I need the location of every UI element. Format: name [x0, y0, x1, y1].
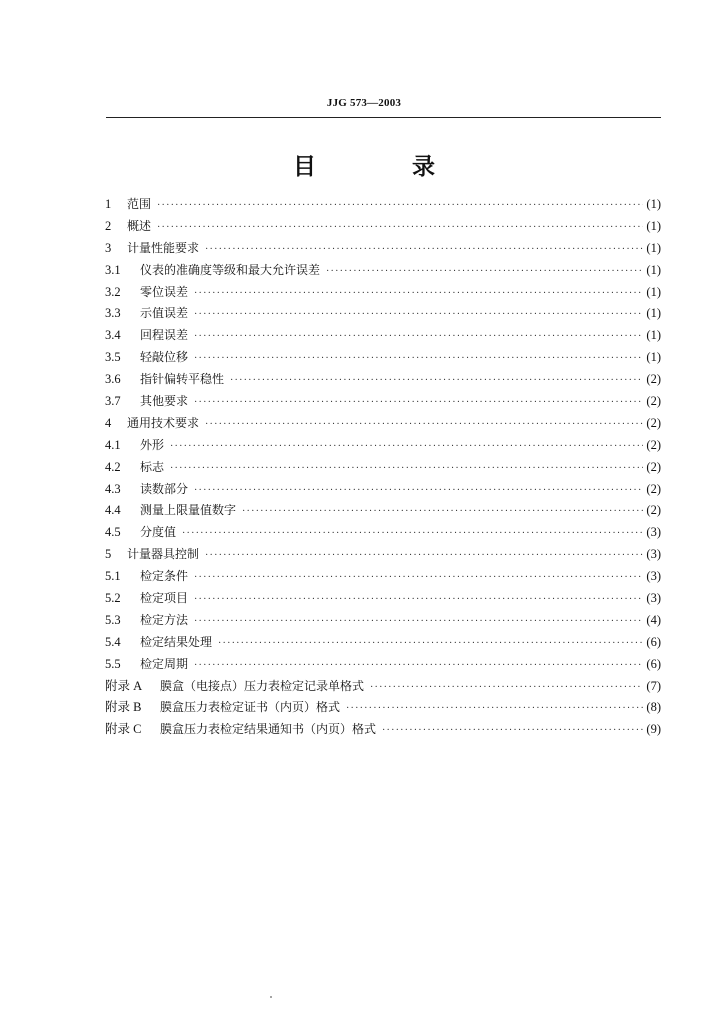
- toc-entry-title: 范围: [127, 197, 152, 211]
- toc-dot-leader: [346, 698, 643, 720]
- toc-entry-page: (9): [646, 722, 661, 737]
- toc-entry-title: 检定条件: [140, 569, 189, 584]
- toc-dot-leader: [194, 392, 643, 414]
- toc-entry-number: 4.3: [105, 481, 121, 496]
- toc-entry-title: 检定项目: [140, 591, 189, 606]
- toc-entry-page: (3): [646, 569, 661, 584]
- toc-entry-page: (1): [646, 197, 661, 211]
- toc-entry-number: 5.5: [105, 656, 121, 671]
- toc-entry-number: 1: [105, 197, 112, 211]
- toc-dot-leader: [218, 633, 643, 655]
- toc-entry: [105, 500, 661, 522]
- toc-dot-leader: [194, 480, 643, 502]
- toc-entry-number: 3.7: [105, 394, 121, 409]
- toc-entry-page: (1): [646, 262, 661, 277]
- toc-entry: [105, 435, 661, 457]
- toc-entry: [105, 347, 661, 369]
- toc-entry-page: (7): [646, 678, 661, 693]
- toc-dot-leader: [194, 348, 643, 370]
- toc-entry: [105, 303, 661, 325]
- toc-entry-title: 外形: [140, 437, 165, 452]
- toc-entry-number: 5.4: [105, 634, 121, 649]
- toc-entry-number: 4.1: [105, 437, 121, 452]
- toc-entry-title: 回程误差: [140, 328, 189, 343]
- toc-entry-title: 轻敲位移: [140, 350, 189, 365]
- toc-entry-page: (2): [646, 481, 661, 496]
- toc-entry-page: (1): [646, 240, 661, 255]
- toc-entry-page: (3): [646, 525, 661, 540]
- toc-entry: [105, 194, 661, 216]
- toc-entry-title: 膜盒（电接点）压力表检定记录单格式: [160, 678, 365, 693]
- toc-dot-leader: [370, 677, 643, 699]
- toc-entry-number: 4.4: [105, 503, 121, 518]
- toc-entry-number: 3.6: [105, 372, 121, 387]
- toc-entry-number: 4.2: [105, 459, 121, 474]
- toc-dot-leader: [170, 436, 643, 458]
- toc-entry: [105, 566, 661, 588]
- toc-entry-number: 3.1: [105, 262, 121, 277]
- toc-entry: [105, 610, 661, 632]
- toc-entry-title: 通用技术要求: [127, 415, 200, 430]
- toc-entry-title: 零位误差: [140, 284, 189, 299]
- toc-dot-leader: [242, 501, 643, 523]
- toc-entry-title: 读数部分: [140, 481, 189, 496]
- toc-entry-title: 指针偏转平稳性: [140, 372, 225, 387]
- page-title: 目 录: [292, 154, 479, 180]
- toc-entry-page: (1): [646, 328, 661, 343]
- toc-dot-leader: [194, 283, 643, 305]
- toc-entry: [105, 282, 661, 304]
- toc-entry-title: 其他要求: [140, 394, 189, 409]
- toc-entry-number: 3.3: [105, 306, 121, 321]
- toc-entry-title: 计量器具控制: [127, 547, 200, 562]
- toc-entry: [105, 719, 661, 741]
- toc-dot-leader: [194, 611, 643, 633]
- toc-entry-title: 检定结果处理: [140, 634, 213, 649]
- toc-entry-title: 分度值: [140, 525, 177, 540]
- toc-entry: [105, 238, 661, 260]
- toc-dot-leader: [205, 545, 643, 567]
- toc-dot-leader: [157, 217, 643, 239]
- toc-entry-number: 3.2: [105, 284, 121, 299]
- toc-entry-number: 3: [105, 240, 112, 255]
- toc-entry-title: 测量上限量值数字: [140, 503, 237, 518]
- scan-speck: [270, 996, 272, 998]
- toc-entry-number: 3.4: [105, 328, 121, 343]
- toc-dot-leader: [194, 589, 643, 611]
- toc-entry-number: 附录 C: [105, 722, 142, 737]
- toc-entry-number: 5.1: [105, 569, 121, 584]
- toc-dot-leader: [382, 720, 643, 742]
- toc-entry-page: (6): [646, 656, 661, 671]
- toc-entry-page: (4): [646, 612, 661, 627]
- toc-entry-page: (1): [646, 350, 661, 365]
- toc-dot-leader: [326, 261, 643, 283]
- toc-entry: [105, 544, 661, 566]
- toc-dot-leader: [205, 414, 643, 436]
- toc-entry-page: (1): [646, 218, 661, 233]
- toc-entry-page: (3): [646, 547, 661, 562]
- toc-dot-leader: [194, 326, 643, 348]
- toc-entry-title: 标志: [140, 459, 165, 474]
- toc-entry-number: 3.5: [105, 350, 121, 365]
- toc-entry-title: 膜盒压力表检定证书（内页）格式: [160, 700, 341, 715]
- toc-dot-leader: [157, 195, 643, 217]
- toc-entry: [105, 676, 661, 698]
- toc-entry-title: 计量性能要求: [127, 240, 200, 255]
- standard-code: JJG 573—2003: [326, 97, 402, 109]
- toc-entry-title: 概述: [127, 218, 152, 233]
- toc-entry-number: 附录 A: [105, 678, 143, 693]
- toc-entry-number: 附录 B: [105, 700, 142, 715]
- toc-dot-leader: [182, 523, 643, 545]
- toc-entry: [105, 479, 661, 501]
- toc-entry-title: 示值误差: [140, 306, 189, 321]
- toc-entry-title: 检定方法: [140, 612, 189, 627]
- toc-entry: [105, 457, 661, 479]
- toc-entry: [105, 413, 661, 435]
- toc-entry-number: 4: [105, 415, 112, 430]
- toc-dot-leader: [194, 567, 643, 589]
- toc-dot-leader: [170, 458, 643, 480]
- toc-entry-number: 5.2: [105, 591, 121, 606]
- toc-entry: [105, 522, 661, 544]
- toc-entry-page: (2): [646, 437, 661, 452]
- toc-entry-page: (2): [646, 372, 661, 387]
- toc-entry: [105, 654, 661, 676]
- toc-entry: [105, 391, 661, 413]
- toc-entry: [105, 632, 661, 654]
- toc-entry-title: 膜盒压力表检定结果通知书（内页）格式: [160, 722, 377, 737]
- toc-entry-page: (6): [646, 634, 661, 649]
- toc-dot-leader: [194, 655, 643, 677]
- toc-entry: [105, 588, 661, 610]
- toc-entry-title: 仪表的准确度等级和最大允许误差: [140, 262, 321, 277]
- header-rule: [106, 117, 661, 118]
- toc-entry: [105, 325, 661, 347]
- toc-entry: [105, 260, 661, 282]
- toc-entry-page: (2): [646, 503, 661, 518]
- toc-entry-number: 5.3: [105, 612, 121, 627]
- toc-entry-title: 检定周期: [140, 656, 189, 671]
- toc-entry-page: (2): [646, 415, 661, 430]
- toc-dot-leader: [205, 239, 643, 261]
- table-of-contents: [105, 194, 661, 741]
- toc-entry-number: 2: [105, 218, 112, 233]
- toc-entry-number: 4.5: [105, 525, 121, 540]
- toc-entry: [105, 216, 661, 238]
- toc-dot-leader: [230, 370, 643, 392]
- toc-entry-page: (8): [646, 700, 661, 715]
- toc-entry-number: 5: [105, 547, 112, 562]
- toc-entry-page: (2): [646, 394, 661, 409]
- toc-entry: [105, 369, 661, 391]
- toc-entry-page: (3): [646, 591, 661, 606]
- toc-dot-leader: [194, 304, 643, 326]
- toc-entry-page: (1): [646, 306, 661, 321]
- toc-entry-page: (1): [646, 284, 661, 299]
- toc-entry: [105, 697, 661, 719]
- toc-entry-page: (2): [646, 459, 661, 474]
